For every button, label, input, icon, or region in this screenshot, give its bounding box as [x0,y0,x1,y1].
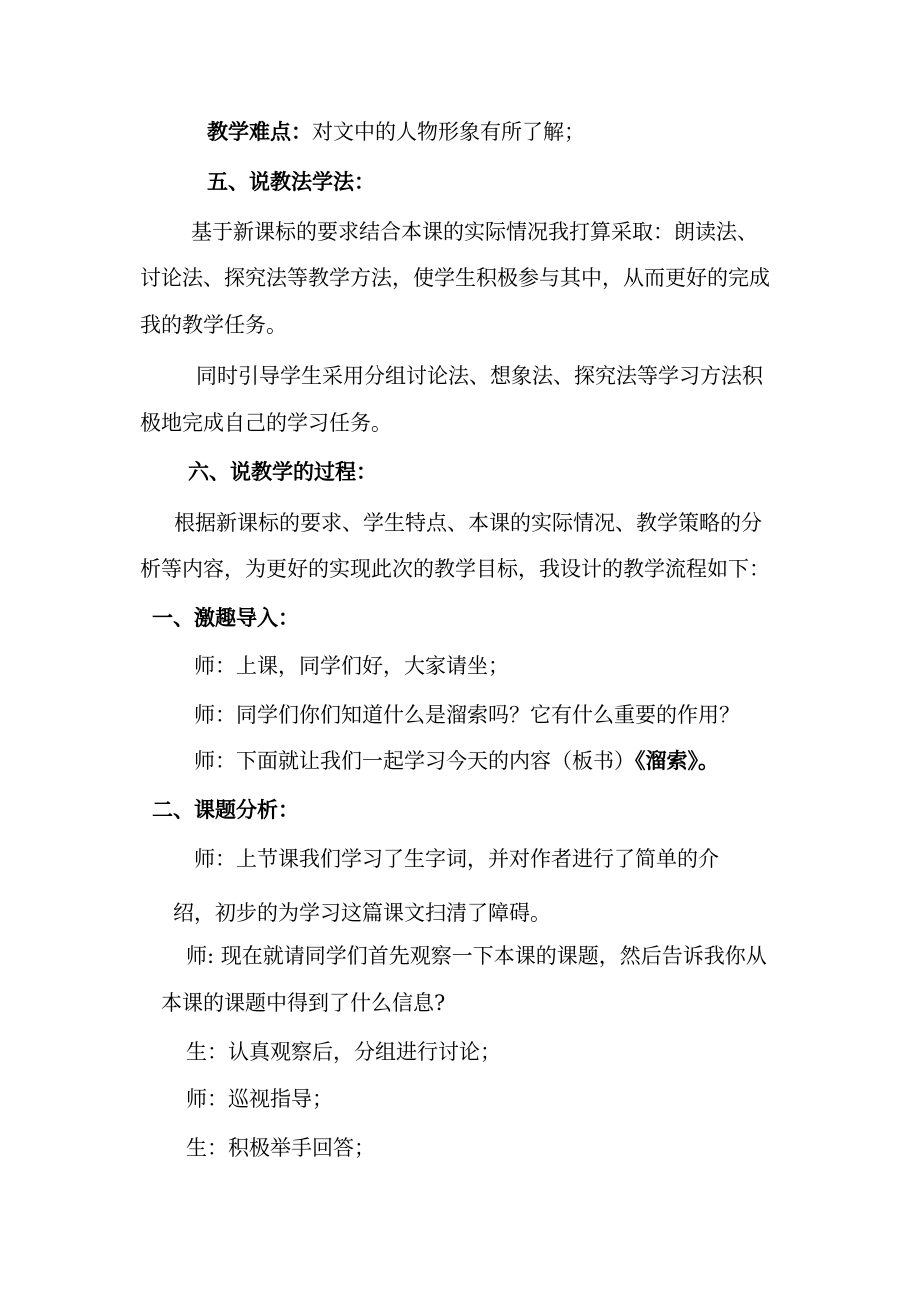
paragraph-line: 极地完成自己的学习任务。 [140,411,392,435]
paragraph-line: 析等内容，为更好的实现此次的教学目标，我设计的教学流程如下： [140,557,770,581]
dialogue-line: 师：上课，同学们好，大家请坐； [194,654,509,678]
dialogue-line: 生：积极举手回答； [186,1136,375,1160]
difficulty-text: 对文中的人物形象有所了解； [312,120,585,144]
section-heading-6: 六、说教学的过程： [188,459,377,484]
paragraph-line: 我的教学任务。 [140,313,287,337]
dialogue-line [194,747,719,775]
paragraph-line: 根据新课标的要求、学生特点、本课的实际情况、教学策略的分 [174,511,762,535]
difficulty-line [207,118,585,146]
subsection-heading-1: 一、激趣导入： [152,605,299,630]
lesson-title: 《溜索》。 [635,748,719,773]
paragraph-line: 同时引导学生采用分组讨论法、想象法、探究法等学习方法积 [196,364,763,388]
dialogue-line: 生：认真观察后，分组进行讨论； [186,1040,501,1064]
section-heading-5: 五、说教法学法： [207,169,375,194]
dialogue-line: 师: 现在就请同学们首先观察一下本课的课题，然后告诉我你从 [186,944,767,968]
dialogue-line: 绍，初步的为学习这篇课文扫清了障碍。 [173,901,551,925]
paragraph-line: 讨论法、探究法等教学方法，使学生积极参与其中，从而更好的完成 [140,266,770,290]
dialogue-line: 师：同学们你们知道什么是溜索吗？它有什么重要的作用？ [194,703,740,727]
dialogue-line: 师：上节课我们学习了生字词，并对作者进行了简单的介 [194,847,719,871]
dialogue-text: 师：下面就让我们一起学习今天的内容（板书） [194,749,635,773]
difficulty-label: 教学难点： [207,119,312,144]
dialogue-line: 本课的课题中得到了什么信息? [161,991,446,1015]
paragraph-line: 基于新课标的要求结合本课的实际情况我打算采取：朗读法、 [191,220,758,244]
dialogue-line: 师：巡视指导； [186,1087,333,1111]
subsection-heading-2: 二、课题分析： [152,797,299,822]
